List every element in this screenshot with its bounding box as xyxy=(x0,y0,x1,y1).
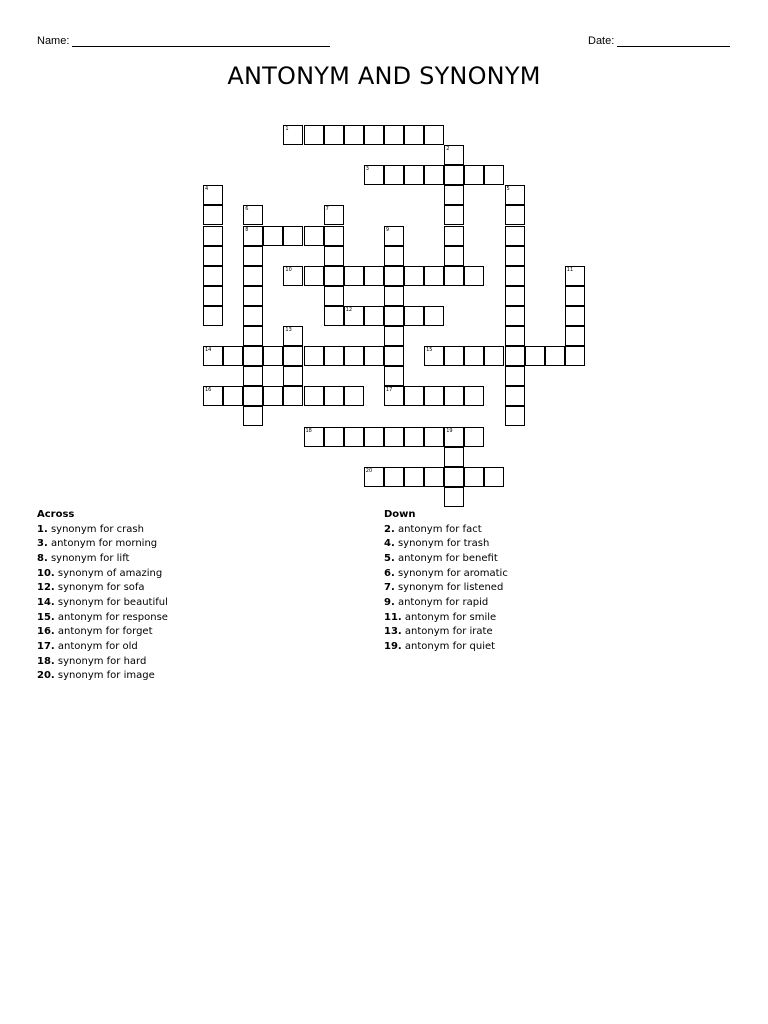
clue-text: synonym for sofa xyxy=(54,582,145,594)
grid-cell[interactable] xyxy=(545,346,565,366)
cell-number: 7 xyxy=(325,206,329,213)
name-label: Name: xyxy=(37,35,70,47)
clue-text: antonym for response xyxy=(54,611,168,623)
grid-cell[interactable] xyxy=(444,145,464,165)
clue-text: synonym of amazing xyxy=(54,567,163,579)
clue-text: antonym for benefit xyxy=(394,552,498,564)
grid-cell[interactable] xyxy=(565,266,585,286)
grid-cell[interactable] xyxy=(404,306,424,326)
across-clue xyxy=(37,537,357,552)
across-clue xyxy=(37,581,357,596)
grid-cell[interactable] xyxy=(304,125,324,145)
grid-cell[interactable] xyxy=(444,246,464,266)
grid-cell[interactable] xyxy=(404,427,424,447)
grid-cell[interactable] xyxy=(505,346,525,366)
grid-cell[interactable] xyxy=(203,185,223,205)
clue-number: 5. xyxy=(384,552,395,564)
grid-cell[interactable] xyxy=(243,386,263,406)
across-clue xyxy=(37,523,357,538)
grid-cell[interactable] xyxy=(484,346,504,366)
grid-cell[interactable] xyxy=(384,165,404,185)
grid-cell[interactable] xyxy=(444,487,464,507)
clue-text: antonym for irate xyxy=(401,626,493,638)
grid-cell[interactable] xyxy=(243,246,263,266)
clue-number: 6. xyxy=(384,567,395,579)
grid-cell[interactable] xyxy=(424,165,444,185)
grid-cell[interactable] xyxy=(444,205,464,225)
grid-cell[interactable] xyxy=(444,427,464,447)
across-clue-list xyxy=(37,523,357,684)
grid-cell[interactable] xyxy=(364,427,384,447)
clue-number: 14. xyxy=(37,596,55,608)
grid-cell[interactable] xyxy=(203,386,223,406)
grid-cell[interactable] xyxy=(384,226,404,246)
clue-number: 7. xyxy=(384,582,395,594)
across-clue xyxy=(37,640,357,655)
grid-cell[interactable] xyxy=(344,427,364,447)
grid-cell[interactable] xyxy=(404,266,424,286)
grid-cell[interactable] xyxy=(505,366,525,386)
grid-cell[interactable] xyxy=(384,366,404,386)
cell-number: 13 xyxy=(285,327,292,333)
grid-cell[interactable] xyxy=(444,226,464,246)
cell-number: 9 xyxy=(385,226,390,233)
down-clue xyxy=(384,596,724,611)
across-clue xyxy=(37,669,357,684)
grid-cell[interactable] xyxy=(505,205,525,225)
grid-cell[interactable] xyxy=(565,306,585,326)
grid-cell[interactable] xyxy=(283,366,303,386)
cell-number: 1 xyxy=(285,126,289,132)
grid-cell[interactable] xyxy=(283,125,303,145)
grid-cell[interactable] xyxy=(203,226,223,246)
grid-cell[interactable] xyxy=(384,467,404,487)
grid-cell[interactable] xyxy=(263,226,283,246)
cell-number: 2 xyxy=(446,146,450,153)
clue-text: antonym for fact xyxy=(394,523,482,535)
grid-cell[interactable] xyxy=(424,346,444,366)
cell-number: 14 xyxy=(205,347,212,354)
cell-number: 11 xyxy=(566,266,574,273)
grid-cell[interactable] xyxy=(384,306,404,326)
grid-cell[interactable] xyxy=(263,386,283,406)
clue-text: synonym for listened xyxy=(394,582,504,594)
grid-cell[interactable] xyxy=(484,467,504,487)
grid-cell[interactable] xyxy=(464,266,484,286)
grid-cell[interactable] xyxy=(263,346,283,366)
clue-number: 9. xyxy=(384,596,395,608)
grid-cell[interactable] xyxy=(243,366,263,386)
grid-cell[interactable] xyxy=(243,286,263,306)
grid-cell[interactable] xyxy=(505,406,525,426)
grid-cell[interactable] xyxy=(243,226,263,246)
grid-cell[interactable] xyxy=(464,427,484,447)
grid-cell[interactable] xyxy=(364,125,384,145)
clue-text: antonym for quiet xyxy=(401,640,496,652)
grid-cell[interactable] xyxy=(203,286,223,306)
grid-cell[interactable] xyxy=(505,185,525,205)
across-clue xyxy=(37,625,357,640)
grid-cell[interactable] xyxy=(364,346,384,366)
cell-number: 5 xyxy=(506,186,510,193)
across-clue xyxy=(37,596,357,611)
down-clue-list xyxy=(384,523,724,655)
grid-cell[interactable] xyxy=(203,246,223,266)
grid-cell[interactable] xyxy=(324,246,344,266)
cell-number: 6 xyxy=(245,206,249,213)
cell-number: 18 xyxy=(305,427,312,434)
cell-number: 4 xyxy=(205,186,209,193)
grid-cell[interactable] xyxy=(505,286,525,306)
clue-number: 18. xyxy=(37,655,55,667)
down-clue xyxy=(384,552,724,567)
clue-text: synonym for hard xyxy=(54,655,147,667)
grid-cell[interactable] xyxy=(203,306,223,326)
grid-cell[interactable] xyxy=(324,205,344,225)
grid-cell[interactable] xyxy=(283,386,303,406)
grid-cell[interactable] xyxy=(384,386,404,406)
grid-cell[interactable] xyxy=(364,266,384,286)
clue-text: synonym for trash xyxy=(394,538,490,550)
grid-cell[interactable] xyxy=(424,125,444,145)
grid-cell[interactable] xyxy=(384,427,404,447)
clue-text: antonym for rapid xyxy=(394,596,489,608)
grid-cell[interactable] xyxy=(505,326,525,346)
clue-number: 2. xyxy=(384,523,395,535)
grid-cell[interactable] xyxy=(283,346,303,366)
grid-cell[interactable] xyxy=(243,205,263,225)
grid-cell[interactable] xyxy=(344,386,364,406)
down-clue xyxy=(384,611,724,626)
grid-cell[interactable] xyxy=(324,306,344,326)
grid-cell[interactable] xyxy=(223,346,243,366)
clue-number: 19. xyxy=(384,640,402,652)
clue-text: antonym for forget xyxy=(54,626,153,638)
grid-cell[interactable] xyxy=(304,386,324,406)
across-clues xyxy=(37,508,357,684)
grid-cell[interactable] xyxy=(384,125,404,145)
grid-cell[interactable] xyxy=(384,246,404,266)
clue-number: 4. xyxy=(384,538,395,550)
grid-cell[interactable] xyxy=(283,266,303,286)
grid-cell[interactable] xyxy=(404,125,424,145)
grid-cell[interactable] xyxy=(304,226,324,246)
clue-number: 17. xyxy=(37,640,55,652)
date-label: Date: xyxy=(588,35,615,47)
grid-cell[interactable] xyxy=(484,165,504,185)
grid-cell[interactable] xyxy=(324,266,344,286)
cell-number: 8 xyxy=(245,226,249,233)
grid-cell[interactable] xyxy=(505,246,525,266)
grid-cell[interactable] xyxy=(384,286,404,306)
grid-cell[interactable] xyxy=(444,447,464,467)
cell-number: 16 xyxy=(205,387,212,394)
down-clue xyxy=(384,581,724,596)
clue-text: synonym for lift xyxy=(47,552,130,564)
grid-cell[interactable] xyxy=(304,427,324,447)
cell-number: 17 xyxy=(385,387,393,394)
clue-number: 8. xyxy=(37,552,48,564)
grid-cell[interactable] xyxy=(324,427,344,447)
page-title: ANTONYM AND SYNONYM xyxy=(227,62,541,90)
clue-number: 10. xyxy=(37,567,55,579)
clue-text: antonym for old xyxy=(54,640,138,652)
down-clue xyxy=(384,523,724,538)
grid-cell[interactable] xyxy=(525,346,545,366)
grid-cell[interactable] xyxy=(304,346,324,366)
grid-cell[interactable] xyxy=(404,467,424,487)
grid-cell[interactable] xyxy=(464,386,484,406)
grid-cell[interactable] xyxy=(243,266,263,286)
grid-cell[interactable] xyxy=(424,427,444,447)
clue-number: 11. xyxy=(384,611,402,623)
grid-cell[interactable] xyxy=(344,266,364,286)
grid-cell[interactable] xyxy=(364,306,384,326)
across-heading: Across xyxy=(37,509,75,520)
down-clues xyxy=(384,508,724,655)
across-clue xyxy=(37,611,357,626)
grid-cell[interactable] xyxy=(324,125,344,145)
grid-cell[interactable] xyxy=(203,346,223,366)
grid-cell[interactable] xyxy=(384,326,404,346)
grid-cell[interactable] xyxy=(424,306,444,326)
grid-cell[interactable] xyxy=(384,346,404,366)
down-clue xyxy=(384,640,724,655)
cell-number: 12 xyxy=(345,306,353,313)
clue-number: 16. xyxy=(37,626,55,638)
grid-cell[interactable] xyxy=(565,326,585,346)
grid-cell[interactable] xyxy=(384,266,404,286)
grid-cell[interactable] xyxy=(283,326,303,346)
grid-cell[interactable] xyxy=(243,346,263,366)
grid-cell[interactable] xyxy=(404,165,424,185)
clue-number: 1. xyxy=(37,523,48,535)
grid-cell[interactable] xyxy=(324,226,344,246)
across-clue xyxy=(37,567,357,582)
grid-cell[interactable] xyxy=(565,286,585,306)
grid-cell[interactable] xyxy=(364,165,384,185)
clue-number: 3. xyxy=(37,538,48,550)
cell-number: 10 xyxy=(285,266,292,273)
grid-cell[interactable] xyxy=(444,165,464,185)
grid-cell[interactable] xyxy=(464,467,484,487)
grid-cell[interactable] xyxy=(444,346,464,366)
grid-cell[interactable] xyxy=(344,306,364,326)
grid-cell[interactable] xyxy=(324,286,344,306)
grid-cell[interactable] xyxy=(344,346,364,366)
grid-cell[interactable] xyxy=(505,226,525,246)
clue-number: 20. xyxy=(37,670,55,682)
cell-number: 20 xyxy=(365,467,373,474)
clue-number: 15. xyxy=(37,611,55,623)
clue-text: synonym for aromatic xyxy=(394,567,508,579)
across-clue xyxy=(37,655,357,670)
grid-cell[interactable] xyxy=(344,125,364,145)
grid-cell[interactable] xyxy=(444,467,464,487)
clue-number: 12. xyxy=(37,582,55,594)
grid-cell[interactable] xyxy=(243,306,263,326)
clue-text: antonym for smile xyxy=(401,611,497,623)
grid-cell[interactable] xyxy=(404,386,424,406)
across-clue xyxy=(37,552,357,567)
grid-cell[interactable] xyxy=(444,386,464,406)
grid-cell[interactable] xyxy=(505,306,525,326)
down-heading: Down xyxy=(384,509,416,520)
clue-text: synonym for image xyxy=(54,670,155,682)
grid-cell[interactable] xyxy=(424,266,444,286)
clue-number: 13. xyxy=(384,626,402,638)
grid-cell[interactable] xyxy=(203,205,223,225)
grid-cell[interactable] xyxy=(283,226,303,246)
grid-cell[interactable] xyxy=(364,467,384,487)
grid-cell[interactable] xyxy=(505,266,525,286)
clue-text: synonym for beautiful xyxy=(54,596,168,608)
grid-cell[interactable] xyxy=(464,346,484,366)
grid-cell[interactable] xyxy=(203,266,223,286)
grid-cell[interactable] xyxy=(324,386,344,406)
cell-number: 3 xyxy=(365,166,369,173)
grid-cell[interactable] xyxy=(464,165,484,185)
grid-cell[interactable] xyxy=(444,185,464,205)
grid-cell[interactable] xyxy=(243,326,263,346)
down-clue xyxy=(384,625,724,640)
clue-text: synonym for crash xyxy=(47,523,144,535)
grid-cell[interactable] xyxy=(505,386,525,406)
down-clue xyxy=(384,537,724,552)
grid-cell[interactable] xyxy=(444,266,464,286)
grid-cell[interactable] xyxy=(565,346,585,366)
grid-cell[interactable] xyxy=(424,467,444,487)
cell-number: 19 xyxy=(446,427,453,434)
grid-cell[interactable] xyxy=(304,266,324,286)
cell-number: 15 xyxy=(426,347,433,354)
grid-cell[interactable] xyxy=(223,386,243,406)
grid-cell[interactable] xyxy=(424,386,444,406)
grid-cell[interactable] xyxy=(243,406,263,426)
down-clue xyxy=(384,567,724,582)
grid-cell[interactable] xyxy=(324,346,344,366)
clue-text: antonym for morning xyxy=(47,538,158,550)
